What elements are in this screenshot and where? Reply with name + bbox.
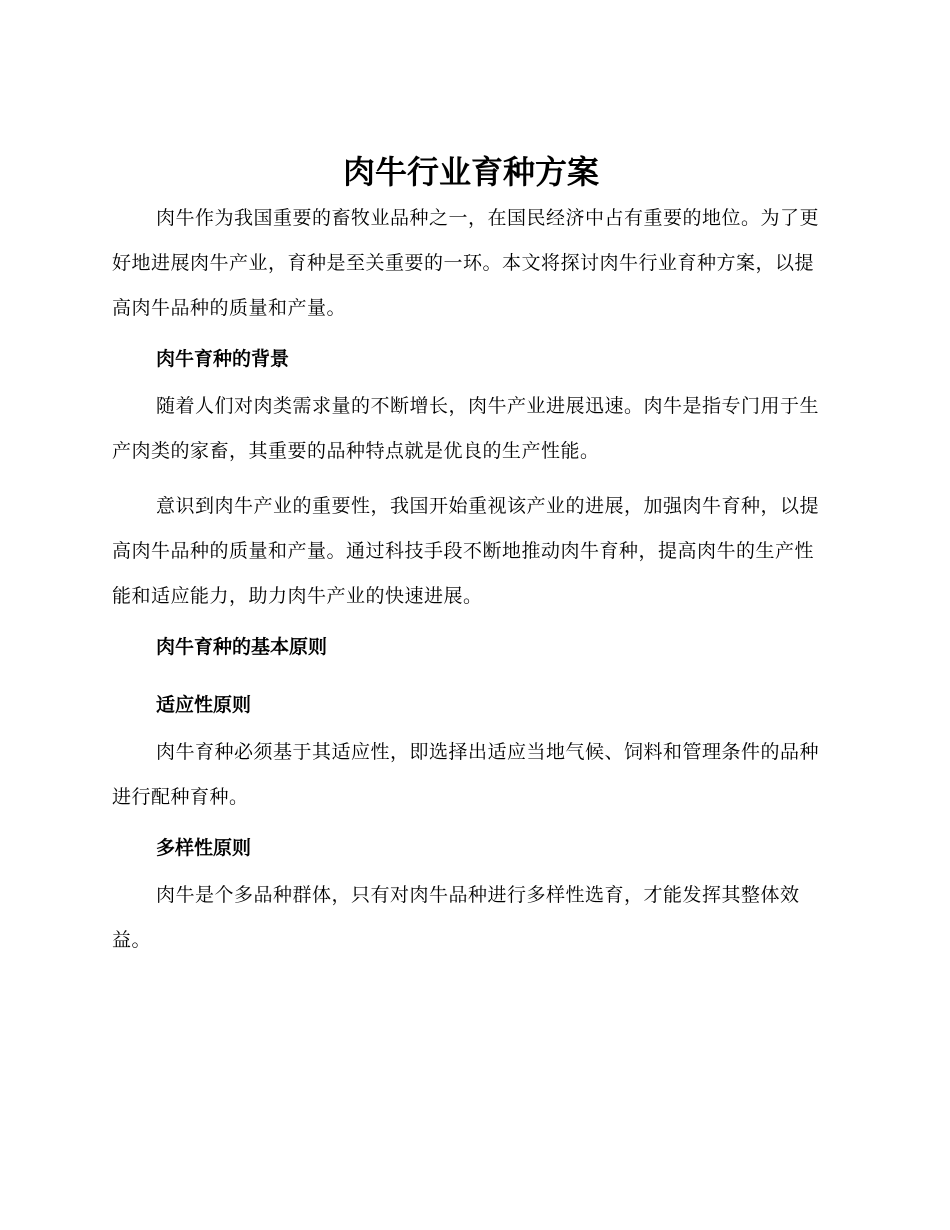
intro-paragraph: 肉牛作为我国重要的畜牧业品种之一，在国民经济中占有重要的地位。为了更好地进展肉牛产业，育种是至关重要的一环。本文将探讨肉牛行业育种方案，以提高肉牛品种的质量和产量。 [112,207,820,319]
background-paragraph-2: 意识到肉牛产业的重要性，我国开始重视该产业的进展，加强肉牛育种，以提高肉牛品种的质量和产量。通过科技手段不断地推动肉牛育种，提高肉牛的生产性能和适应能力，助力肉牛产业的快速进展。 [112,495,820,607]
background-paragraph-1: 随着人们对肉类需求量的不断增长，肉牛产业进展迅速。肉牛是指专门用于生产肉类的家畜，其重要的品种特点就是优良的生产性能。 [112,395,820,462]
diversity-paragraph: 肉牛是个多品种群体，只有对肉牛品种进行多样性选育，才能发挥其整体效益。 [112,884,800,951]
section-heading-principles: 肉牛育种的基本原则 [156,636,328,658]
section-heading-background: 肉牛育种的背景 [156,348,290,370]
document-title: 肉牛行业育种方案 [342,153,599,191]
subsection-heading-diversity: 多样性原则 [156,837,252,859]
document-body [112,150,830,963]
adaptability-paragraph: 肉牛育种必须基于其适应性，即选择出适应当地气候、饲料和管理条件的品种进行配种育种。 [112,741,820,808]
subsection-heading-adaptability: 适应性原则 [156,694,252,716]
